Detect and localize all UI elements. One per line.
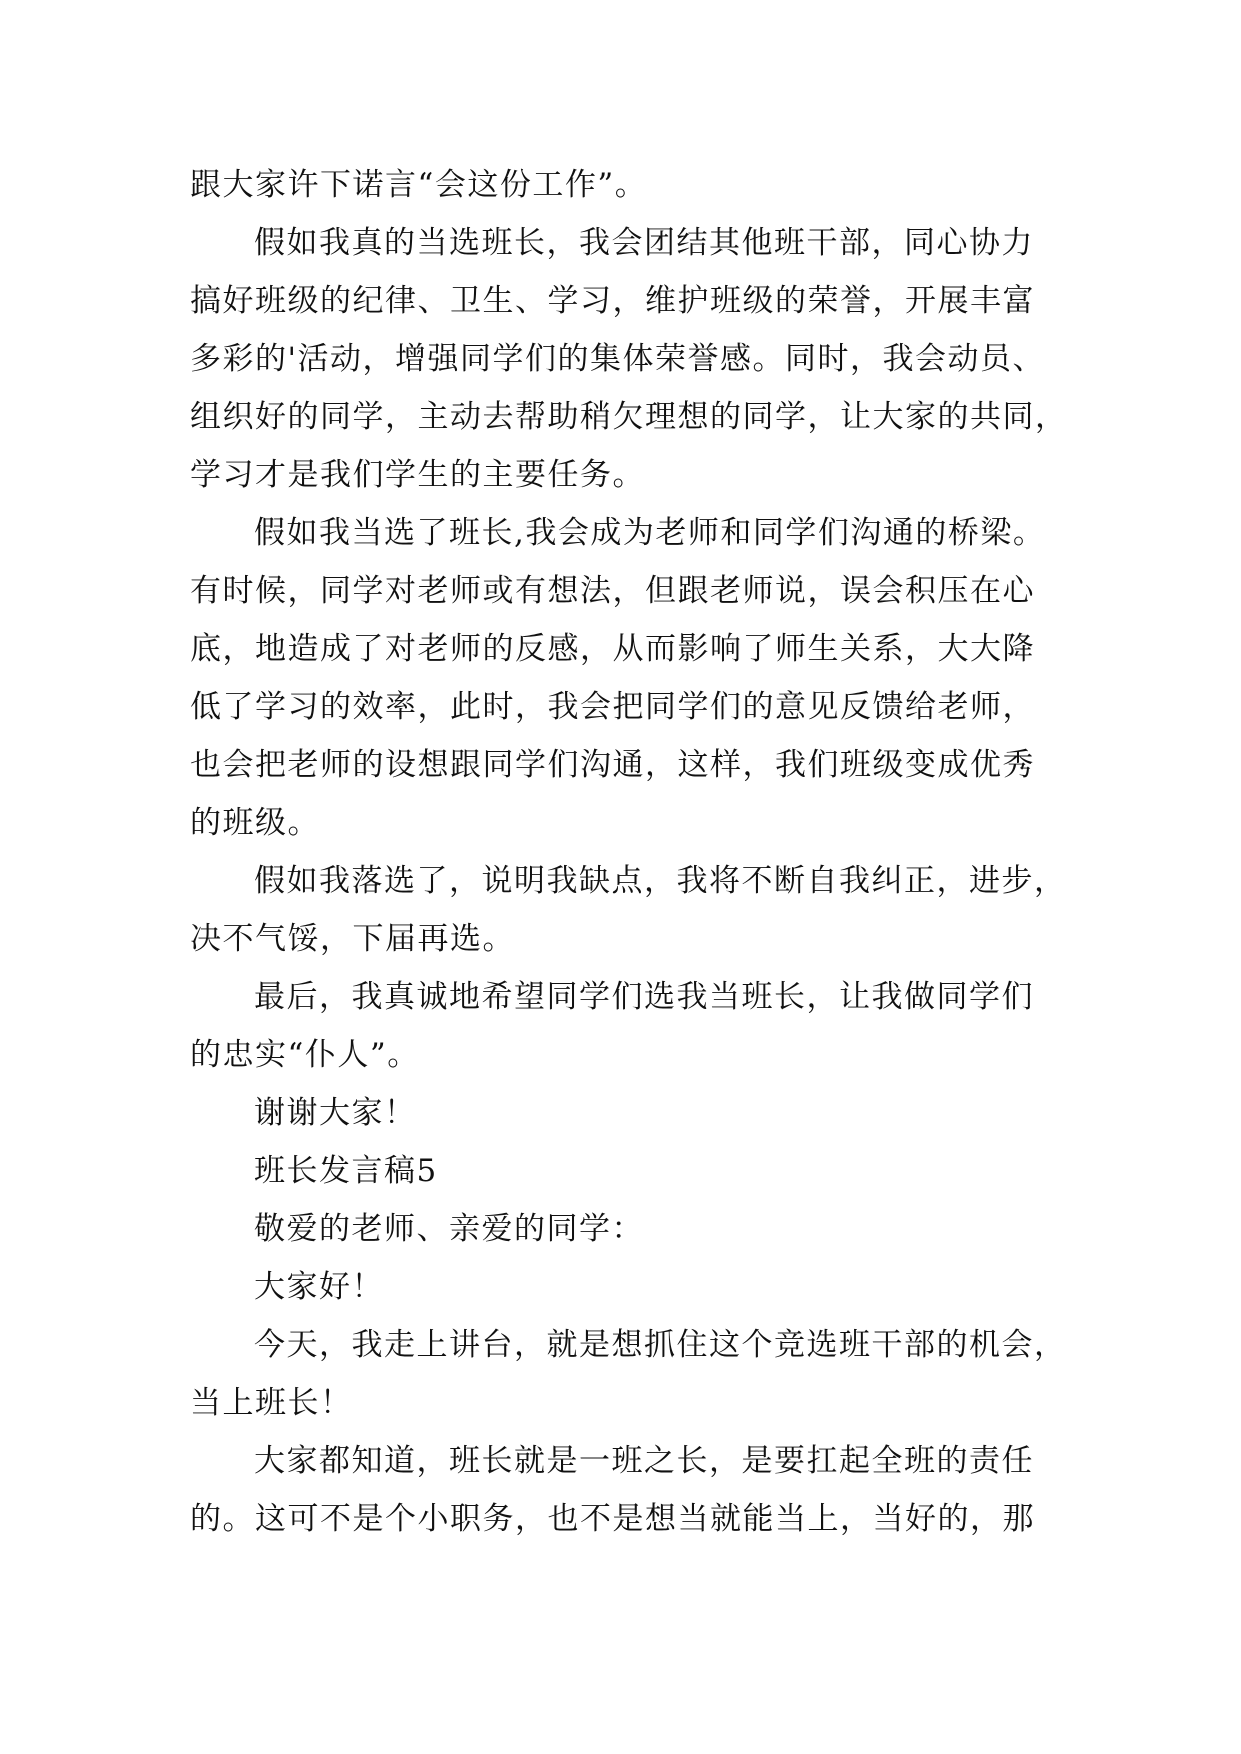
text-line: 多彩的'活动，增强同学们的集体荣誉感。同时，我会动员、 (190, 341, 1046, 377)
text-line: 当上班长！ (190, 1385, 353, 1421)
paragraph-start-line: 最后，我真诚地希望同学们选我当班长，让我做同学们 (254, 979, 1034, 1015)
text-line: 也会把老师的设想跟同学们沟通，这样，我们班级变成优秀 (190, 747, 1035, 783)
section-title: 班长发言稿5 (254, 1153, 438, 1189)
greeting: 大家好！ (254, 1269, 384, 1305)
text-line: 低了学习的效率，此时，我会把同学们的意见反馈给老师， (190, 689, 1035, 725)
text-line: 的班级。 (190, 805, 320, 841)
text-line: 搞好班级的纪律、卫生、学习，维护班级的荣誉，开展丰富 (190, 283, 1035, 319)
paragraph-start-line: 今天，我走上讲台，就是想抓住这个竞选班干部的机会， (254, 1327, 1067, 1363)
text-line: 有时候，同学对老师或有想法，但跟老师说，误会积压在心 (190, 573, 1035, 609)
paragraph-start-line: 假如我真的当选班长，我会团结其他班干部，同心协力 (254, 225, 1034, 261)
text-line: 的忠实“仆人”。 (190, 1037, 420, 1073)
paragraph-start-line: 假如我当选了班长,我会成为老师和同学们沟通的桥梁。 (254, 515, 1046, 551)
text-line: 组织好的同学，主动去帮助稍欠理想的同学，让大家的共同， (190, 399, 1068, 435)
text-line: 跟大家许下诺言“会这份工作”。 (190, 167, 648, 203)
paragraph-start-line: 大家都知道，班长就是一班之长，是要扛起全班的责任 (254, 1443, 1034, 1479)
text-line: 学习才是我们学生的主要任务。 (190, 457, 645, 493)
salutation: 敬爱的老师、亲爱的同学： (254, 1211, 644, 1247)
text-line: 底，地造成了对老师的反感，从而影响了师生关系，大大降 (190, 631, 1035, 667)
closing-thanks: 谢谢大家！ (254, 1095, 417, 1131)
text-line: 的。这可不是个小职务，也不是想当就能当上，当好的，那 (190, 1501, 1035, 1537)
text-line: 决不气馁，下届再选。 (190, 921, 515, 957)
document-body (190, 156, 1070, 1548)
paragraph-start-line: 假如我落选了，说明我缺点，我将不断自我纠正，进步， (254, 863, 1067, 899)
